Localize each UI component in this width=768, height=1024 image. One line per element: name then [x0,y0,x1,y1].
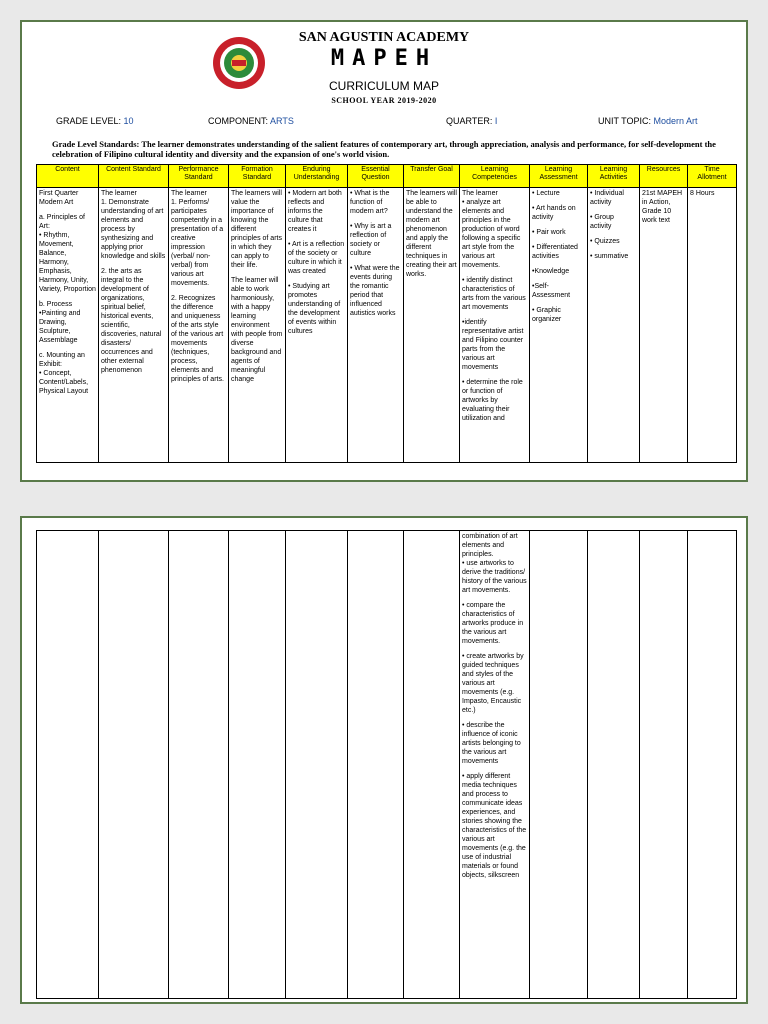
time-allotment-cell [688,531,737,999]
cell-paragraph: • determine the role or function of artworks by evaluating their utilization and [462,379,523,422]
formation-standard-cell [229,531,286,999]
learning-assessment-cell [530,531,588,999]
cell-paragraph: • summative [590,253,629,260]
document-title: CURRICULUM MAP [328,79,439,93]
cell-paragraph: • Differentiated activities [532,244,578,260]
column-header: Performance Standard [169,165,229,188]
column-header: Learning Activities [588,165,640,188]
grade-level-standards: Grade Level Standards: The learner demonstrates understanding of the salient features of contemporary art, through appreciation, analysis and performance, for self-development the celebration of Filipino cultural identity and diversity and the expansion of one's world vision. [52,139,716,159]
component-value: ARTS [270,116,294,126]
cell-paragraph: The learners will be able to understand the modern art phenomenon and apply the different techniques in creating their art works. [406,190,457,278]
cell-paragraph: • create artworks by guided techniques and styles of the various art movements (e.g. Impasto, Encaustic etc.) [462,653,524,714]
component [208,116,294,126]
topic-value: Modern Art [653,116,698,126]
column-header: Enduring Understanding [286,165,348,188]
cell-paragraph: The learner 1. Performs/ participates competently in a presentation of a creative impression (verbal/ non-verbal) from various art movements. [171,190,224,287]
performance-standard-cell [169,188,229,463]
column-header: Formation Standard [229,165,286,188]
grade-value: 10 [123,116,134,126]
performance-standard-cell [169,531,229,999]
cell-paragraph: • identify distinct characteristics of arts from the various art movements [462,277,526,311]
column-header: Essential Question [348,165,404,188]
table-row [37,531,737,999]
cell-paragraph: • Graphic organizer [532,307,562,323]
cell-paragraph: The learner 1. Demonstrate understanding of art elements and process by synthesizing and applying prior knowledge and skills [101,190,166,260]
cell-paragraph: • Quizzes [590,238,620,245]
cell-paragraph: • Individual activity [590,190,624,206]
cell-paragraph: • Why is art a reflection of society or culture [350,223,392,257]
column-header: Learning Competencies [460,165,530,188]
grade-level [56,116,134,126]
content-standard-cell [99,531,169,999]
time-allotment-cell [688,188,737,463]
component-label: COMPONENT: [208,116,269,126]
cell-paragraph: 2. Recognizes the difference and uniqueness of the arts style of the various art movements (techniques, process, elements and principles of arts. [171,295,224,383]
content-standard-cell [99,188,169,463]
grade-label: GRADE LEVEL: [56,116,122,126]
learning-activities-cell [588,531,640,999]
enduring-understanding-cell [286,531,348,999]
column-header: Content [37,165,99,188]
essential-question-cell [348,188,404,463]
quarter-value: I [494,116,498,126]
column-header: Time Allotment [688,165,737,188]
cell-paragraph: The learners will value the importance of knowing the different principles of arts in which they can apply to their life. [231,190,282,269]
cell-paragraph: • describe the influence of iconic artists belonging to the various art movements [462,722,521,765]
cell-paragraph: • Pair work [532,229,566,236]
essential-question-cell [348,531,404,999]
content-cell [37,531,99,999]
column-header: Transfer Goal [404,165,460,188]
document-header [22,22,746,132]
unit-topic [598,116,698,126]
subject-title: MAPEH [330,46,438,71]
column-header: Content Standard [99,165,169,188]
enduring-understanding-cell [286,188,348,463]
transfer-goal-cell [404,531,460,999]
cell-paragraph: b. Process •Painting and Drawing, Sculpture, Assemblage [39,301,81,344]
cell-paragraph: •Self-Assessment [532,283,571,299]
topic-label: UNIT TOPIC: [598,116,652,126]
table-row [37,188,737,463]
quarter-label: QUARTER: [446,116,493,126]
curriculum-table-2 [36,530,737,999]
cell-paragraph: • compare the characteristics of artworks produce in the various art movements. [462,602,524,645]
learning-activities-cell [588,188,640,463]
cell-paragraph: • What is the function of modern art? [350,190,390,215]
cell-paragraph: •Knowledge [532,268,570,275]
cell-paragraph: • Group activity [590,214,614,230]
school-year: SCHOOL YEAR 2019-2020 [331,96,437,105]
school-name: SAN AGUSTIN ACADEMY [298,30,470,45]
cell-paragraph: 21st MAPEH in Action, Grade 10 work text [642,190,683,224]
cell-paragraph: 8 Hours [690,190,715,197]
resources-cell [640,188,688,463]
cell-paragraph: a. Principles of Art: • Rhythm, Movement, Balance, Harmony, Emphasis, Harmony, Unity, Variety, Proportion [39,214,96,293]
column-header: Learning Assessment [530,165,588,188]
learning-competencies-cell [460,188,530,463]
cell-paragraph: • apply different media techniques and process to communicate ideas experiences, and stories showing the characteristics of the various art movements (e.g. the use of industrial materials or found objects, silkscreen [462,773,527,879]
table-header-row [37,165,737,188]
resources-cell [640,531,688,999]
cell-paragraph: c. Mounting an Exhibit: • Concept, Content/Labels, Physical Layout [39,352,89,395]
cell-paragraph: • Lecture [532,190,560,197]
cell-paragraph: The learner • analyze art elements and principles in the production of word following a specific art style from the various art movements. [462,190,521,269]
learning-competencies-cell [460,531,530,999]
cell-paragraph: The learner will able to work harmoniously, with a happy learning environment with people from diverse background and agents of meaningful change [231,277,283,383]
page-2 [20,516,748,1004]
cell-paragraph: First Quarter Modern Art [39,190,79,206]
curriculum-table-1 [36,164,737,463]
cell-paragraph: • Studying art promotes understanding of the development of events within cultures [288,283,341,335]
page-1 [20,20,748,482]
cell-paragraph: • Art hands on activity [532,205,576,221]
content-cell [37,188,99,463]
cell-paragraph: • Art is a reflection of the society or culture in which it was created [288,241,345,275]
transfer-goal-cell [404,188,460,463]
cell-paragraph: •identify representative artist and Filipino counter parts from the various art movements [462,319,524,371]
formation-standard-cell [229,188,286,463]
cell-paragraph: • What were the events during the romantic period that influenced autistics works [350,265,400,317]
cell-paragraph: 2. the arts as integral to the development of organizations, spiritual belief, historical events, scientific, discoveries, natural disasters/ occurrences and other external phenomenon [101,268,162,374]
quarter [446,116,497,126]
learning-assessment-cell [530,188,588,463]
column-header: Resources [640,165,688,188]
cell-paragraph: • Modern art both reflects and informs the culture that creates it [288,190,342,233]
cell-paragraph: combination of art elements and principles. • use artworks to derive the traditions/ history of the various art movements. [462,533,527,594]
